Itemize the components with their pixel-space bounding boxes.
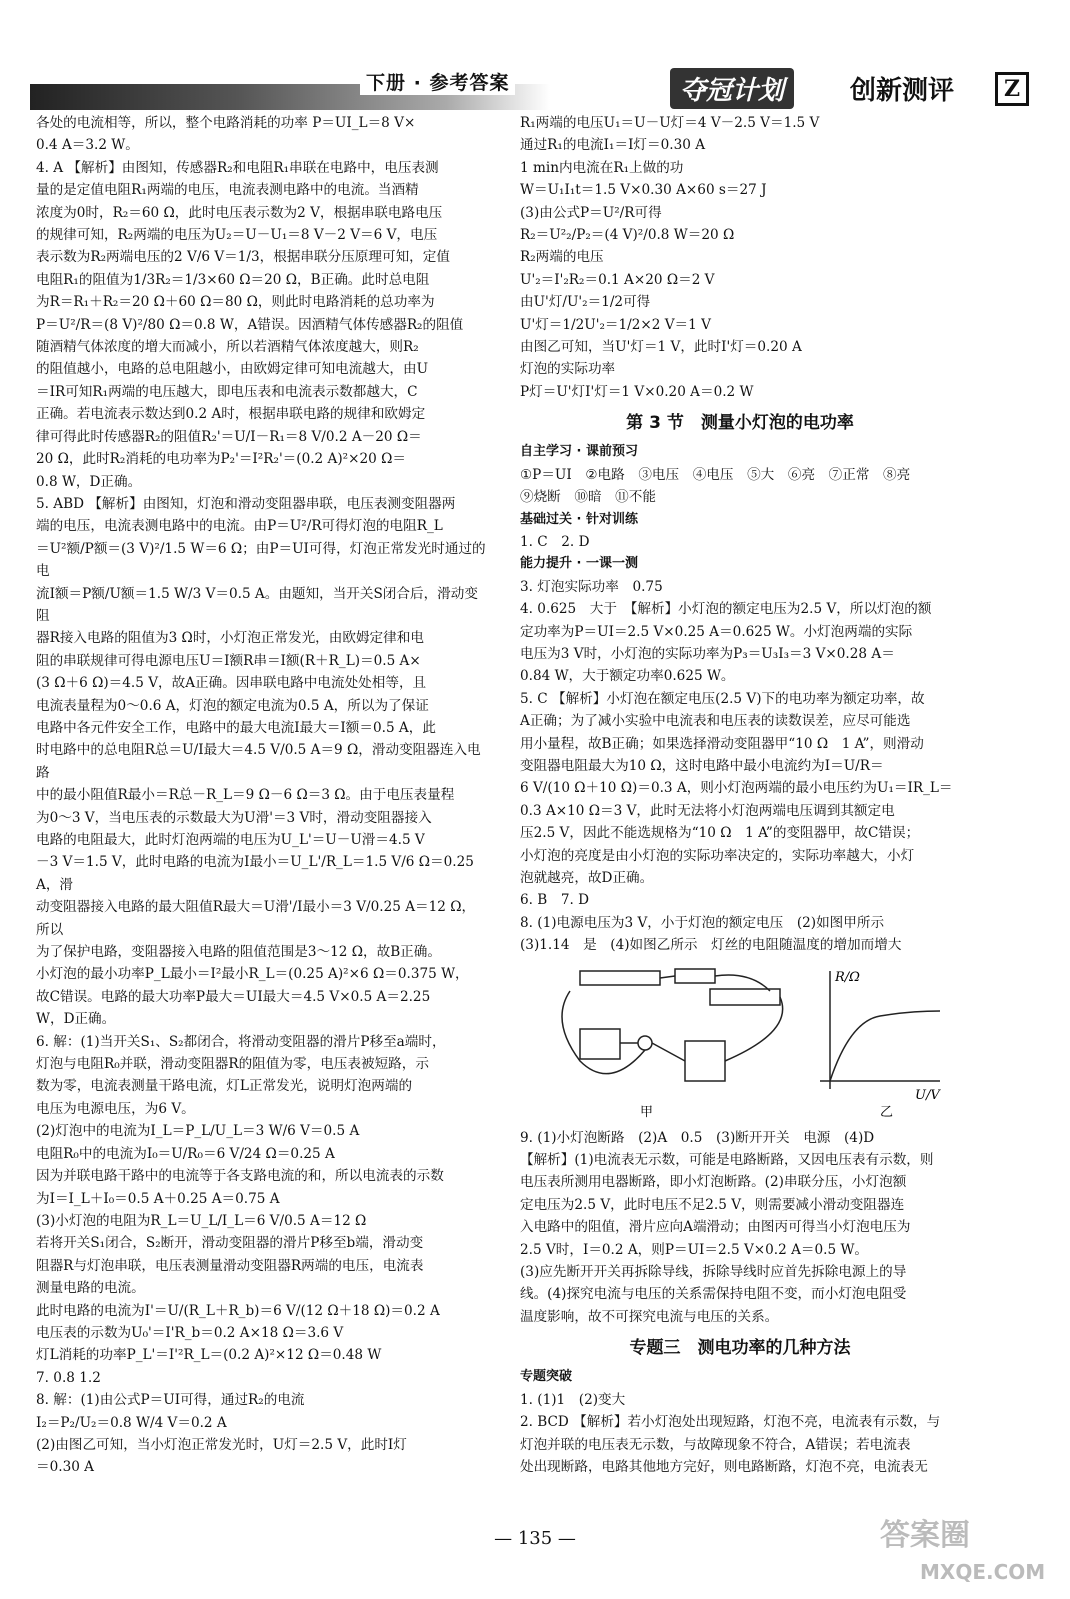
page-number: — 135 — (494, 1528, 576, 1549)
answer-line: 律可得此时传感器R₂的阻值R₂'＝U/I－R₁＝8 V/0.2 A－20 Ω＝ (36, 428, 422, 445)
answer-line: 8. 解：(1)由公式P＝UI可得，通过R₂的电流 (36, 1392, 305, 1409)
answer-line: 端的电压，电流表测电路中的电流。由P＝U²/R可得灯泡的电阻R_L (36, 518, 443, 535)
subheading-advanced: 能力提升 · 一课一测 (520, 556, 638, 572)
circuit-diagram (520, 961, 960, 1121)
answer-line: 灯泡并联的电压表无示数，与故障现象不符合，A错误；若电流表 (520, 1436, 911, 1453)
answer-line: 灯L消耗的功率P_L'＝I'²R_L＝(0.2 A)²×12 Ω＝0.48 W (36, 1347, 382, 1364)
answer-line: 4. A 【解析】由图知，传感器R₂和电阻R₁串联在电路中，电压表测 (36, 159, 439, 176)
switch-shape (675, 969, 715, 983)
answer-line: ①P＝UI ②电路 ③电压 ④电压 ⑤大 ⑥亮 ⑦正常 ⑧亮 (520, 466, 911, 483)
answer-line: 6 V/(10 Ω＋10 Ω)＝0.3 A，则小灯泡两端的最小电压约为U₁＝IR_L＝ (520, 780, 953, 797)
answer-line: 【解析】(1)电流表无示数，可能是电路断路，又因电压表有示数，则 (520, 1152, 934, 1169)
x-axis-label: U/V (915, 1087, 940, 1103)
answer-line: 电阻R₀中的电流为I₀＝U/R₀＝6 V/24 Ω＝0.25 A (36, 1145, 335, 1162)
voltmeter-shape (580, 1029, 620, 1059)
answer-line: 量的是定值电阻R₁两端的电压，电流表测电路中的电流。当酒精 (36, 182, 419, 199)
answer-line: 压2.5 V，因此不能选规格为“10 Ω 1 A”的变阻器甲，故C错误； (520, 825, 920, 842)
answer-line: 故C错误。电路的最大功率P最大＝UI最大＝4.5 V×0.5 A＝2.25 (36, 988, 431, 1005)
answer-line: 为I＝I_L＋I₀＝0.5 A＋0.25 A＝0.75 A (36, 1190, 280, 1207)
answer-line: 时电路中的总电阻R总＝U/I最大＝4.5 V/0.5 A＝9 Ω，滑动变阻器连入电路 (36, 742, 481, 781)
ammeter-shape (685, 1041, 725, 1081)
answer-line: U'₂＝I'₂R₂＝0.1 A×20 Ω＝2 V (520, 271, 715, 288)
answer-line: P灯＝U'灯I'灯＝1 V×0.20 A＝0.2 W (520, 383, 754, 400)
brand-mark: Z (995, 72, 1029, 106)
answer-line: 的规律可知，R₂两端的电压为U₂＝U－U₁＝8 V－2 V＝6 V，电压 (36, 227, 438, 244)
answer-line: 6. B 7. D (520, 892, 590, 909)
answer-line: 若将开关S₁闭合，S₂断开，滑动变阻器的滑片P移至b端，滑动变 (36, 1235, 424, 1252)
answer-lines (520, 1127, 960, 1329)
answer-line: 20 Ω，此时R₂消耗的电功率为P₂'＝I²R₂'＝(0.2 A)²×20 Ω＝ (36, 451, 406, 468)
answer-line: R₂＝U²₂/P₂＝(4 V)²/0.8 W＝20 Ω (520, 227, 735, 244)
answer-line: 电压表所测用电器断路，即小灯泡断路。(2)串联分压，小灯泡额 (520, 1174, 907, 1191)
answer-line: W，D正确。 (36, 1011, 116, 1028)
answer-line: I₂＝P₂/U₂＝0.8 W/4 V＝0.2 A (36, 1414, 227, 1431)
answer-line: 电压为电源电压，为6 V。 (36, 1100, 195, 1117)
answer-line: (3)小灯泡的电阻为R_L＝U_L/I_L＝6 V/0.5 A＝12 Ω (36, 1212, 367, 1229)
answer-lines (520, 1389, 960, 1479)
answer-block-continued (520, 112, 960, 403)
answer-line: 表示数为R₂两端电压的2 V/6 V＝1/3，根据串联分压原理可知，定值 (36, 249, 450, 266)
answer-line: 阻器R与灯泡串联，电压表测量滑动变阻器R两端的电压，电流表 (36, 1257, 424, 1274)
answer-line: 灯泡与电阻R₀并联，滑动变阻器R的阻值为零，电压表被短路，示 (36, 1056, 429, 1073)
answer-line: 灯泡的实际功率 (520, 361, 616, 378)
answer-line: (3 Ω＋6 Ω)＝4.5 V，故A正确。因串联电路中电流处处相等，且 (36, 675, 427, 692)
answer-line: 0.3 A×10 Ω＝3 V，此时无法将小灯泡两端电压调到其额定电 (520, 802, 895, 819)
answer-line: 2. BCD 【解析】若小灯泡处出现短路，灯泡不亮，电流表有示数，与 (520, 1414, 941, 1431)
answer-line: 浓度为0时，R₂＝60 Ω，此时电压表示数为2 V，根据串联电路电压 (36, 204, 443, 221)
answer-line: 1. C 2. D (520, 533, 590, 550)
answer-line: A正确；为了减小实验中电流表和电压表的读数误差，应尽可能选 (520, 713, 911, 730)
answer-line: 器R接入电路的阻值为3 Ω时，小灯泡正常发光，由欧姆定律和电 (36, 630, 424, 647)
right-column (520, 112, 960, 1478)
answer-line: 变阻器电阻最大为10 Ω，这时电路中最小电流约为I＝U/R＝ (520, 757, 884, 774)
answer-line: 阻的串联规律可得电源电压U＝I额R串＝I额(R＋R_L)＝0.5 A× (36, 652, 421, 669)
answer-line: P＝U²/R＝(8 V)²/80 Ω＝0.8 W，A错误。因酒精气体传感器R₂的阻值 (36, 316, 464, 333)
answer-line: 4. 0.625 大于 【解析】小灯泡的额定电压为2.5 V，所以灯泡的额 (520, 601, 932, 618)
brand-logo: 夺冠计划 (670, 68, 794, 109)
answer-line: 测量电路的电流。 (36, 1280, 145, 1297)
answer-line: 1. (1)1 (2)变大 (520, 1391, 626, 1408)
answer-line: 用小量程，故B正确；如果选择滑动变阻器甲“10 Ω 1 A”，则滑动 (520, 735, 924, 752)
y-axis-label: R/Ω (835, 969, 860, 985)
answer-line: 小灯泡的亮度是由小灯泡的实际功率决定的，实际功率越大，小灯 (520, 847, 915, 864)
answer-line: 电路中各元件安全工作，电路中的最大电流I最大＝I额＝0.5 A，此 (36, 719, 436, 736)
answer-line: 处出现断路，电路其他地方完好，则电路断路，灯泡不亮，电流表无 (520, 1458, 928, 1475)
answer-line: 9. (1)小灯泡断路 (2)A 0.5 (3)断开开关 电源 (4)D (520, 1129, 875, 1146)
answer-line: －3 V＝1.5 V，此时电路的电流为I最小＝U_L'/R_L＝1.5 V/6 Ω＝0.25 A，滑 (36, 854, 474, 893)
answer-line: W＝U₁I₁t＝1.5 V×0.30 A×60 s＝27 J (520, 182, 767, 199)
answer-line: 的阻值越小，电路的总电阻越小，由欧姆定律可知电流越大，由U (36, 361, 429, 378)
resistance-curve (830, 1011, 940, 1081)
answer-line: 电压表的示数为U₀'＝I'R_b＝0.2 A×18 Ω＝3.6 V (36, 1324, 344, 1341)
answer-line: 线。(4)探究电流与电压的关系需保持电阻不变，而小灯泡电阻受 (520, 1286, 907, 1303)
answer-line: 1 min内电流在R₁上做的功 (520, 159, 684, 176)
answer-line: 正确。若电流表示数达到0.2 A时，根据串联电路的规律和欧姆定 (36, 406, 426, 423)
answer-line: 定电压为2.5 V，此时电压不足2.5 V，则需要减小滑动变阻器连 (520, 1196, 905, 1213)
subheading-topic: 专题突破 (520, 1369, 573, 1385)
answer-line: (2)灯泡中的电流为I_L＝P_L/U_L＝3 W/6 V＝0.5 A (36, 1123, 360, 1140)
answer-line: 6. 解：(1)当开关S₁、S₂都闭合，将滑动变阻器的滑片P移至a端时， (36, 1033, 446, 1050)
answer-line: 数为零，电流表测量干路电流，灯L正常发光，说明灯泡两端的 (36, 1078, 413, 1095)
subheading-basic: 基础过关 · 针对训练 (520, 511, 638, 527)
answer-line: (3)1.14 是 (4)如图乙所示 灯丝的电阻随温度的增加而增大 (520, 937, 902, 954)
answer-line: 随酒精气体浓度的增大而减小，所以若酒精气体浓度越大，则R₂ (36, 339, 419, 356)
answer-line: 8. (1)电源电压为3 V，小于灯泡的额定电压 (2)如图甲所示 (520, 914, 885, 931)
subheading-preview: 自主学习 · 课前预习 (520, 444, 638, 460)
answer-line: 通过R₁的电流I₁＝I灯＝0.30 A (520, 137, 706, 154)
answer-line: 电路的电阻最大，此时灯泡两端的电压为U_L'＝U－U滑＝4.5 V (36, 832, 425, 848)
answer-line: 定功率为P＝UI＝2.5 V×0.25 A＝0.625 W。小灯泡两端的实际 (520, 623, 913, 640)
section-title: 第 3 节 测量小灯泡的电功率 (626, 413, 854, 434)
answer-line: 入电路中的阻值，滑片应向A端滑动；由图丙可得当小灯泡电压为 (520, 1219, 911, 1236)
answer-line: 由图乙可知，当U'灯＝1 V，此时I'灯＝0.20 A (520, 339, 802, 356)
answer-line: 5. C 【解析】小灯泡在额定电压(2.5 V)下的电功率为额定功率，故 (520, 690, 925, 707)
answer-line: 由U'灯/U'₂＝1/2可得 (520, 294, 651, 311)
figure-label-yi: 乙 (880, 1104, 894, 1120)
answer-line: 泡就越亮，故D正确。 (520, 870, 654, 886)
answer-line: 3. 灯泡实际功率 0.75 (520, 578, 663, 595)
answer-line: 7. 0.8 1.2 (36, 1369, 101, 1386)
answer-line: 2.5 V时，I＝0.2 A，则P＝UI＝2.5 V×0.2 A＝0.5 W。 (520, 1241, 869, 1258)
answer-line: ＝0.30 A (36, 1459, 94, 1476)
answer-line: 为0～3 V，当电压表的示数最大为U滑'＝3 V时，滑动变阻器接入 (36, 809, 432, 826)
answer-line: U'灯＝1/2U'₂＝1/2×2 V＝1 V (520, 316, 711, 333)
page-header (30, 62, 1040, 114)
watermark-site: MXQE.COM (920, 1560, 1046, 1584)
battery-shape (580, 971, 660, 985)
answer-line: 0.84 W，大于额定功率0.625 W。 (520, 668, 735, 685)
answer-line: 小灯泡的最小功率P_L最小＝I²最小R_L＝(0.25 A)²×6 Ω＝0.375 W， (36, 966, 469, 983)
answer-line: 电阻R₁的阻值为1/3R₂＝1/3×60 Ω＝20 Ω，B正确。此时总电阻 (36, 271, 430, 288)
answer-line: 各处的电流相等，所以，整个电路消耗的功率 P＝UI_L＝8 V× (36, 115, 416, 131)
answer-line: 为了保护电路，变阻器接入电路的阻值范围是3～12 Ω，故B正确。 (36, 944, 441, 961)
left-column (36, 112, 486, 1479)
watermark-logo: 答案圈 (880, 1518, 970, 1553)
circuit-figure (520, 961, 960, 1121)
answer-line: 5. ABD 【解析】由图知，灯泡和滑动变阻器串联，电压表测变阻器两 (36, 495, 456, 512)
answer-line: 电流表量程为0～0.6 A，灯泡的额定电流为0.5 A，所以为了保证 (36, 697, 429, 714)
answer-line: 电压为3 V时，小灯泡的实际功率为P₃＝U₃I₃＝3 V×0.28 A＝ (520, 645, 895, 662)
answer-line: 0.8 W，D正确。 (36, 473, 142, 490)
answer-line: (3)应先断开开关再拆除导线，拆除导线时应首先拆除电源上的导 (520, 1264, 907, 1281)
answer-line: ⑨烧断 ⑩暗 ⑪不能 (520, 489, 656, 506)
brand-subtitle: 创新测评 (850, 76, 955, 106)
figure-label-jia: 甲 (640, 1104, 654, 1120)
answer-lines (520, 598, 960, 957)
answer-line: 温度影响，故不可探究电流与电压的关系。 (520, 1308, 779, 1325)
answer-line: (2)由图乙可知，当小灯泡正常发光时，U灯＝2.5 V，此时I灯 (36, 1436, 407, 1453)
header-title: 下册 · 参考答案 (360, 68, 515, 95)
answer-line: ＝IR可知R₁两端的电压越大，即电压表和电流表示数都越大，C (36, 383, 418, 400)
answer-line: ＝U²额/P额＝(3 V)²/1.5 W＝6 Ω；由P＝UI可得，灯泡正常发光时通过的电 (36, 540, 486, 580)
bulb-shape (638, 1036, 652, 1050)
topic-title: 专题三 测电功率的几种方法 (629, 1338, 851, 1359)
answer-line: 中的最小阻值R最小＝R总－R_L＝9 Ω－6 Ω＝3 Ω。由于电压表量程 (36, 787, 455, 804)
answer-line: R₂两端的电压 (520, 249, 604, 266)
answer-line: (3)由公式P＝U²/R可得 (520, 204, 662, 221)
answer-line: 因为并联电路干路中的电流等于各支路电流的和，所以电流表的示数 (36, 1168, 444, 1185)
answer-line: 动变阻器接入电路的最大阻值R最大＝U滑'/I最小＝3 V/0.25 A＝12 Ω，所以 (36, 899, 476, 938)
answer-line: 0.4 A＝3.2 W。 (36, 137, 139, 154)
answer-line: 流I额＝P额/U额＝1.5 W/3 V＝0.5 A。由题知，当开关S闭合后，滑动变阻 (36, 585, 478, 624)
answer-line: 为R＝R₁＋R₂＝20 Ω＋60 Ω＝80 Ω，则此时电路消耗的总功率为 (36, 294, 435, 311)
answer-line: R₁两端的电压U₁＝U－U灯＝4 V－2.5 V＝1.5 V (520, 115, 820, 131)
answer-line: 此时电路的电流为I'＝U/(R_L＋R_b)＝6 V/(12 Ω＋18 Ω)＝0.2 A (36, 1302, 440, 1319)
